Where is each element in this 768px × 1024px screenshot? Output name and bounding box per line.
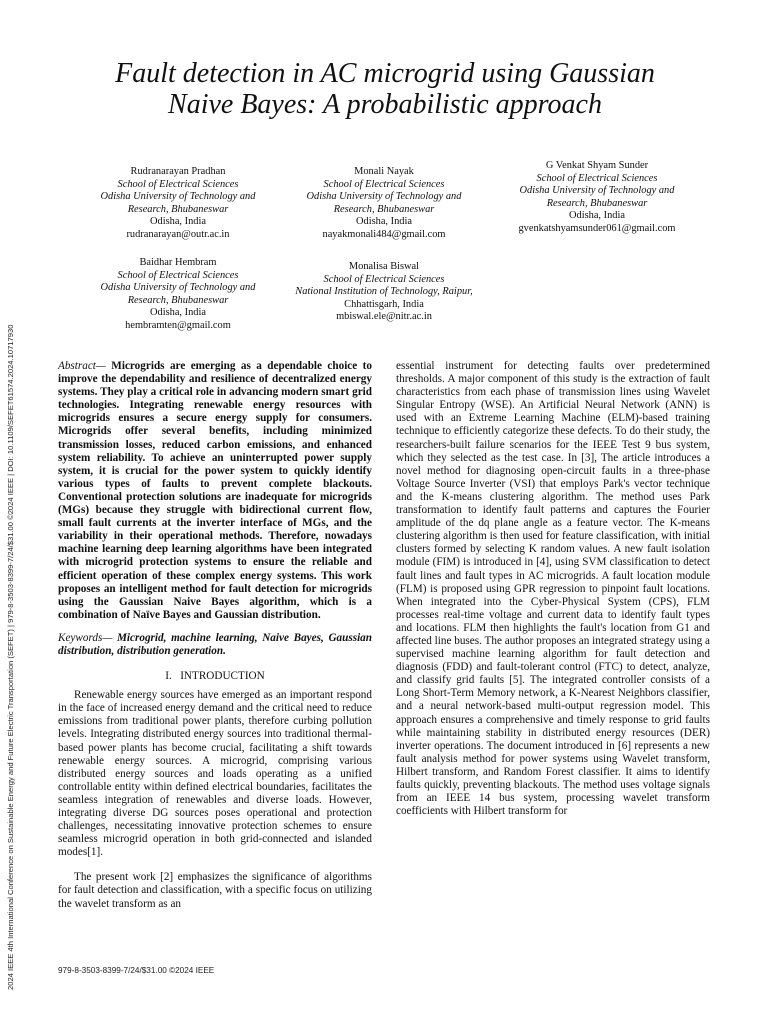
author-block-5 <box>264 261 504 324</box>
author-email[interactable]: rudranarayan@outr.ac.in <box>126 228 230 240</box>
author-location: Odisha, India <box>356 216 412 227</box>
author-name: Rudranarayan Pradhan <box>130 166 226 177</box>
author-affiliation: Research, Bhubaneswar <box>333 203 435 215</box>
section-heading-introduction <box>58 670 372 683</box>
author-affiliation: Odisha University of Technology and <box>519 185 675 196</box>
right-column <box>396 360 710 818</box>
author-name: Monalisa Biswal <box>348 261 420 272</box>
conference-doi-strip: 2024 IEEE 4th International Conference on Sustainable Energy and Future Electric Transportation (SEFET) | 979-8-3503-8399-7/24/$31.00 ©2024 IEEE | DOI: 10.1109/SEFET61574.2024.10717930 <box>6 324 15 990</box>
author-block-4 <box>58 257 298 332</box>
author-affiliation: Research, Bhubaneswar <box>127 294 229 306</box>
keywords-label: Keywords— <box>58 631 113 644</box>
keywords-text: Microgrid, machine learning, Naive Bayes, Gaussian distribution, distribution generation. <box>58 631 372 657</box>
author-affiliation: Research, Bhubaneswar <box>546 197 648 209</box>
author-affiliation: School of Electrical Sciences <box>117 178 239 190</box>
keywords <box>58 632 372 658</box>
author-block-2 <box>264 166 504 241</box>
paper-title <box>60 58 710 120</box>
copyright-footer: 979-8-3503-8399-7/24/$31.00 ©2024 IEEE <box>58 966 215 975</box>
author-affiliation: School of Electrical Sciences <box>323 178 445 190</box>
intro-paragraph-2: The present work [2] emphasizes the significance of algorithms for fault detection and classification, with a specific focus on utilizing the wavelet transform as an <box>58 871 372 910</box>
author-email[interactable]: mbiswal.ele@nitr.ac.in <box>336 311 432 322</box>
author-affiliation: Research, Bhubaneswar <box>127 203 229 215</box>
abstract <box>58 360 372 622</box>
author-name: Baidhar Hembram <box>139 257 217 268</box>
author-block-1 <box>58 166 298 241</box>
author-name: G Venkat Shyam Sunder <box>545 160 649 171</box>
author-location: Odisha, India <box>569 210 625 221</box>
author-affiliation: Odisha University of Technology and <box>100 191 256 202</box>
author-name: Monali Nayak <box>354 166 414 177</box>
title-line-2: Naive Bayes: A probabilistic approach <box>168 89 602 120</box>
author-block-3 <box>477 160 717 235</box>
author-location: Odisha, India <box>150 216 206 227</box>
section-title-initial: I <box>180 670 184 683</box>
section-title-rest: NTRODUCTION <box>183 670 265 683</box>
author-affiliation: National Institution of Technology, Raipur, <box>295 286 473 297</box>
author-email[interactable]: nayakmonali484@gmail.com <box>322 228 446 240</box>
left-column <box>58 360 372 911</box>
title-line-1: Fault detection in AC microgrid using Gaussian <box>115 58 655 89</box>
abstract-text: Microgrids are emerging as a dependable choice to improve the dependability and resilience of decentralized energy systems. They play a critical role in advancing modern smart grid technologies. Integrating renewable energy resources with microgrids ensures a secure energy supply for consumers. Microgrids offer several benefits, including minimized transmission losses, reduced carbon emissions, and enhanced system reliability. To achieve an uninterrupted power supply system, it is crucial for the power system to quickly identify various types of faults to prevent complete blackouts. Conventional protection solutions are inadequate for microgrids (MGs) because they struggle with bidirectional current flow, small fault currents at the inverter interface of MGs, and the variability in their operational methods. Therefore, nowadays machine learning deep learning algorithms have been integrated with microgrid protection systems to ensure the reliable and efficient operation of these complex energy systems. This work proposes an intelligent method for fault detection for microgrids using the Gaussian Naive Bayes algorithm, which is a combination of Naïve Bayes and Gaussian distribution. <box>58 360 372 621</box>
intro-paragraph-1: Renewable energy sources have emerged as an important respond in the face of increased energy demand and the critical need to reduce emissions from traditional power plants, therefore curbing pollution levels. Integrating distributed energy sources into traditional thermal-based power plants has become crucial, facilitating a shift towards renewable energy sources. A microgrid, comprising various distributed energy sources and loads operating as a unified controllable entity within defined electrical boundaries, facilitates the seamless integration of renewables and diverse loads. However, integrating diverse DG sources poses operational and protection challenges, necessitating innovative protection schemes to ensure seamless microgrid operation in both grid-connected and islanded modes[1]. <box>58 689 372 859</box>
author-affiliation: School of Electrical Sciences <box>117 269 239 281</box>
section-number: I. <box>165 670 172 683</box>
author-affiliation: School of Electrical Sciences <box>323 273 445 285</box>
author-affiliation: Odisha University of Technology and <box>306 191 462 202</box>
author-email[interactable]: gvenkatshyamsunder061@gmail.com <box>518 222 676 234</box>
author-email[interactable]: hembramten@gmail.com <box>125 319 231 331</box>
author-location: Chhattisgarh, India <box>344 298 424 310</box>
body-paragraph-continued: essential instrument for detecting faults over predetermined thresholds. A major component of this study is the extraction of fault characteristics from each phase of transmission lines using Wavelet Singular Entropy (WSE). An Artificial Neural Network (ANN) is used with an Extreme Learning Machine (ELM)-based training technique to efficiently categorize these defects. To do their study, the researchers-built failure scenarios for the IEEE Test 9 bus system, which they selected as the test case. In [3], The article introduces a novel method for diagnosing open-circuit faults in a three-phase Voltage Source Inverter (VSI) that employs Park's vector technique and the K-means clustering algorithm. The method uses Park transformation to identify fault patterns and captures the Fourier amplitude of the dq plane angle as a feature vector. The K-means clustering algorithm is then used for feature classification, with initial clusters formed by selecting K random values. A new fault isolation module (FIM) is introduced in [4], using SVM classification to detect fault lines and fault types in AC microgrids. A fault location module (FLM) is proposed using GPR regression to pinpoint fault locations. When integrated into the Cyber-Physical System (CPS), FLM processes real-time voltage and current data to identify fault types and locations. FLM then highlights the fault's location from G1 and affected line buses. The author proposes an integrated strategy using a supervised machine learning algorithm for fault detection and diagnosis (FDD) and fault-tolerant control (FTC) to detect, analyze, and classify grid faults [5]. The integrated controller consists of a Long Short-Term Memory network, a K-Nearest Neighbors classifier, and a neural network-based multi-output regression model. This approach ensures a comprehensive and timely response to grid faults while maintaining stability in distributed energy resources (DER) inverter operations. The document introduced in [6] represents a new fault analysis method for power systems using Wavelet transform, Hilbert transform, and Random Forest classifier. It aims to identify faults quickly, preventing blackouts. The method uses voltage signals from an IEEE 14 bus system, processing wavelet transform coefficients with Hilbert transform for <box>396 360 710 818</box>
author-affiliation: School of Electrical Sciences <box>536 172 658 184</box>
author-affiliation: Odisha University of Technology and <box>100 282 256 293</box>
author-location: Odisha, India <box>150 307 206 318</box>
abstract-label: Abstract— <box>58 360 106 372</box>
